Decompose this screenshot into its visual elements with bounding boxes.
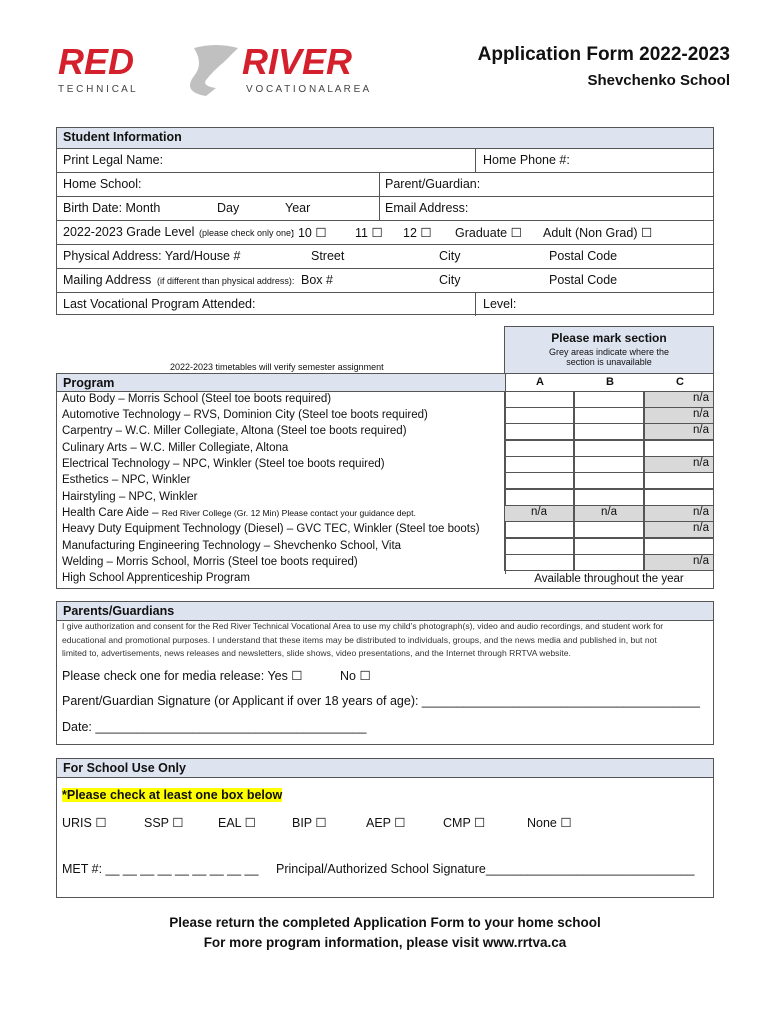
cell-a[interactable] (504, 423, 574, 440)
mailing-city-field[interactable]: City (439, 273, 461, 287)
met-number-field[interactable]: MET #: __ __ __ __ __ __ __ __ __ (62, 862, 259, 876)
parent-guardian-field[interactable]: Parent/Guardian: (385, 177, 481, 191)
cell-a[interactable] (504, 391, 574, 408)
row-mailing-address (57, 268, 713, 292)
student-info-heading: Student Information (57, 128, 713, 149)
cell-c[interactable] (644, 489, 714, 506)
level-field[interactable]: Level: (483, 297, 517, 311)
form-title: Application Form 2022-2023 (477, 44, 730, 65)
grade-10-checkbox[interactable]: : 10 ☐ (291, 226, 327, 240)
grade-level-label: 2022-2023 Grade Level (63, 225, 195, 239)
column-b-header: B (606, 376, 614, 388)
row-name (57, 148, 713, 172)
please-mark-section: Please mark section (551, 331, 667, 345)
parents-heading: Parents/Guardians (57, 602, 713, 621)
birth-day-field[interactable]: Day (217, 201, 240, 215)
program-item: Electrical Technology – NPC, Winkler (Steel toe boots required) (62, 458, 385, 470)
row-last-program (57, 292, 713, 316)
cell-c-na: n/a (644, 423, 714, 440)
consent-line: limited to, advertisements, news releases and newsletters, slide shows, video presentations, and the Internet through RRTVA website. (62, 648, 571, 658)
cell-a[interactable] (504, 472, 574, 489)
parent-signature-field[interactable]: Parent/Guardian Signature (or Applicant if over 18 years of age): ________________________________________ (62, 694, 701, 708)
cell-a[interactable] (504, 407, 574, 424)
cell-c-na: n/a (644, 407, 714, 424)
cell-b-na: n/a (574, 505, 644, 522)
none-checkbox[interactable]: None ☐ (527, 816, 572, 830)
program-item: Manufacturing Engineering Technology – Shevchenko School, Vita (62, 540, 402, 552)
program-item-hca: Health Care Aide – (62, 507, 162, 519)
home-phone-field[interactable]: Home Phone #: (483, 153, 570, 167)
birth-month-field[interactable]: Birth Date: Month (63, 201, 161, 215)
cell-a[interactable] (504, 456, 574, 473)
grey-note-2: section is unavailable (566, 357, 652, 367)
cell-a-na: n/a (504, 505, 574, 522)
graduate-checkbox[interactable]: Graduate ☐ (455, 226, 522, 240)
cell-b[interactable] (574, 440, 644, 457)
eal-checkbox[interactable]: EAL ☐ (218, 816, 256, 830)
school-use-heading: For School Use Only (57, 759, 713, 778)
available-note: Available throughout the year (534, 573, 684, 585)
city-field[interactable]: City (439, 249, 461, 263)
cell-c[interactable] (644, 440, 714, 457)
red-river-logo (56, 40, 436, 110)
footer-return-note: Please return the completed Application Form to your home school (169, 915, 601, 930)
box-field[interactable]: Box # (301, 273, 333, 287)
media-release-yes-checkbox[interactable]: Please check one for media release: Yes ☐ (62, 669, 303, 683)
last-program-field[interactable]: Last Vocational Program Attended: (63, 297, 256, 311)
program-item: Hairstyling – NPC, Winkler (62, 491, 198, 503)
grade-11-checkbox[interactable]: 11 ☐ (355, 226, 383, 240)
cell-a[interactable] (504, 538, 574, 555)
student-info-table (56, 127, 714, 315)
consent-line: I give authorization and consent for the Red River Technical Vocational Area to use my child’s photograph(s), video and audio recordings, and student work for (62, 621, 664, 631)
birth-year-field[interactable]: Year (285, 201, 311, 215)
postal-code-field[interactable]: Postal Code (549, 249, 618, 263)
cell-c-na: n/a (644, 554, 714, 571)
cell-c[interactable] (644, 472, 714, 489)
cell-c-na: n/a (644, 391, 714, 408)
mailing-address-label: Mailing Address (63, 273, 152, 287)
row-grade (57, 220, 713, 244)
bip-checkbox[interactable]: BIP ☐ (292, 816, 327, 830)
section-header-box (504, 326, 714, 374)
program-item: Welding – Morris School, Morris (Steel toe boots required) (62, 556, 358, 568)
program-item (62, 507, 416, 519)
footer-website-note: For more program information, please visit www.rrtva.ca (203, 935, 567, 950)
school-name: Shevchenko School (587, 72, 730, 89)
timetable-note: 2022-2023 timetables will verify semester assignment (170, 362, 384, 372)
logo-sub-vocational: V O C A T I O N A L A R E A (246, 84, 370, 95)
cell-b[interactable] (574, 521, 644, 538)
cell-c-na: n/a (644, 456, 714, 473)
program-item: Automotive Technology – RVS, Dominion City (Steel toe boots required) (62, 409, 428, 421)
cell-c[interactable] (644, 538, 714, 555)
row-physical-address (57, 244, 713, 268)
cell-b[interactable] (574, 423, 644, 440)
logo-word-red: RED (58, 41, 135, 82)
program-item: Esthetics – NPC, Winkler (62, 474, 191, 486)
cell-b[interactable] (574, 554, 644, 571)
row-school (57, 172, 713, 196)
email-field[interactable]: Email Address: (385, 201, 469, 215)
grade-note: (please check only one) (199, 228, 295, 238)
consent-line: educational and promotional purposes. I understand that these items may be distributed to individuals, groups, and the news media and published in, but not (62, 634, 657, 645)
program-item: High School Apprenticeship Program (62, 572, 250, 584)
school-use-instruction: *Please check at least one box below (62, 788, 283, 802)
legal-name-field[interactable]: Print Legal Name: (63, 153, 164, 167)
logo-swoosh-icon (190, 45, 238, 96)
column-a-header: A (536, 376, 544, 388)
cell-a[interactable] (504, 489, 574, 506)
adult-checkbox[interactable]: Adult (Non Grad) ☐ (543, 226, 653, 240)
cell-c-na: n/a (644, 521, 714, 538)
home-school-field[interactable]: Home School: (63, 177, 142, 191)
program-item: Auto Body – Morris School (Steel toe boots required) (62, 393, 332, 405)
row-birth (57, 196, 713, 220)
hca-note: Red River College (Gr. 12 Min) Please contact your guidance dept. (161, 508, 416, 518)
mailing-postal-code-field[interactable]: Postal Code (549, 273, 618, 287)
media-release-no-checkbox[interactable]: No ☐ (340, 669, 371, 683)
principal-signature-field[interactable]: Principal/Authorized School Signature______________________________ (276, 862, 695, 876)
cmp-checkbox[interactable]: CMP ☐ (443, 816, 486, 830)
cell-b[interactable] (574, 391, 644, 408)
cell-a[interactable] (504, 521, 574, 538)
cell-b[interactable] (574, 407, 644, 424)
uris-checkbox[interactable]: URIS ☐ (62, 816, 107, 830)
street-field[interactable]: Street (311, 249, 345, 263)
logo-sub-technical: T E C H N I C A L (58, 84, 136, 95)
ssp-checkbox[interactable]: SSP ☐ (144, 816, 184, 830)
mailing-note: (if different than physical address): (157, 276, 295, 286)
aep-checkbox[interactable]: AEP ☐ (366, 816, 406, 830)
grey-note-1: Grey areas indicate where the (548, 347, 670, 357)
cell-a[interactable] (504, 440, 574, 457)
program-item: Carpentry – W.C. Miller Collegiate, Altona (Steel toe boots required) (62, 425, 407, 437)
cell-b[interactable] (574, 472, 644, 489)
program-heading: Program (63, 376, 115, 390)
consent-text (62, 620, 712, 661)
date-field[interactable]: Date: _______________________________________ (62, 720, 367, 734)
cell-b[interactable] (574, 538, 644, 555)
cell-b[interactable] (574, 456, 644, 473)
physical-address-field[interactable]: Physical Address: Yard/House # (63, 249, 241, 263)
program-item: Culinary Arts – W.C. Miller Collegiate, Altona (62, 442, 289, 454)
column-c-header: C (676, 376, 684, 388)
logo-word-river: RIVER (242, 41, 353, 82)
cell-c-na: n/a (644, 505, 714, 522)
program-item: Heavy Duty Equipment Technology (Diesel) – GVC TEC, Winkler (Steel toe boots) (62, 523, 480, 535)
cell-a[interactable] (504, 554, 574, 571)
grade-12-checkbox[interactable]: 12 ☐ (403, 226, 432, 240)
cell-b[interactable] (574, 489, 644, 506)
